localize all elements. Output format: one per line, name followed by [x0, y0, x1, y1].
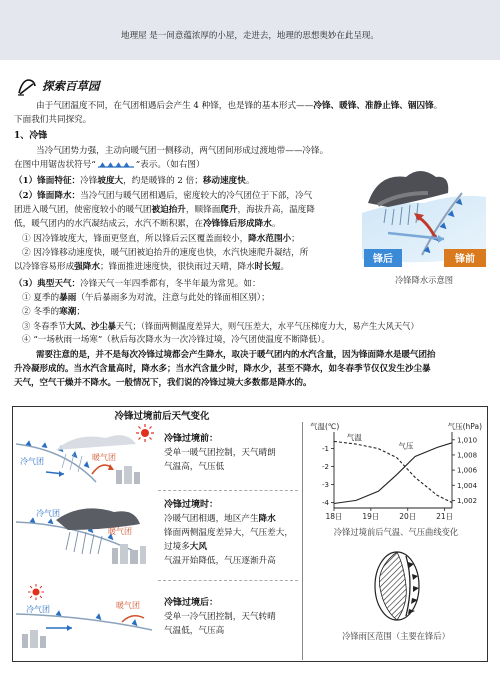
typical-weather: （3）典型天气：冷锋天气一年四季都有，冬半年最为常见。如：: [14, 279, 261, 289]
stage1-warm-label: 暖气团: [92, 453, 116, 462]
front-precip-1: （2）锋面降水：当冷气团与暖气团相遇后，密度较大的冷气团位于下部，冷气: [14, 191, 313, 201]
stage-divider-1: [158, 490, 298, 491]
y-right-tick-label: 1,008: [457, 451, 478, 460]
cold-front-symbol-icon: [96, 161, 136, 169]
box-title: 冷锋过境前后天气变化: [114, 411, 210, 422]
stage3-cold-label: 冷气团: [26, 605, 50, 614]
stage2-warm-label: 暖气团: [108, 527, 132, 536]
x-tick-label: 21日: [436, 512, 454, 521]
notebook-icon: [16, 77, 38, 97]
weather-4: ④ “一场秋雨一场寒”（秋后每次降水为一次冷锋过境，冷气团使温度不断降低）。: [22, 335, 331, 345]
y-right-tick-label: 1,004: [457, 481, 478, 490]
cold-front-diagram: [358, 163, 490, 271]
pressure-series-label: 气压: [398, 441, 414, 451]
y-right-tick-label: 1,010: [457, 436, 478, 445]
stage-before-text: 冷锋过境前： 受单一暖气团控制，天气晴朗 气温高，气压低: [164, 432, 298, 474]
note-line-1: 需要注意的是，并不是每次冷锋过境都会产生降水，取决于暖气团内的水汽含量，因为锋面降水是暖气团抬: [36, 350, 436, 360]
x-tick-label: 19日: [362, 512, 380, 521]
precip-point-2: ② 因冷锋移动速度快，暖气团被迫抬升的速度也快，水汽快速爬升凝结，所: [22, 248, 309, 258]
stage-before-title: 冷锋过境前：: [164, 434, 219, 444]
box-divider: [302, 422, 303, 660]
temperature-line: [334, 441, 452, 502]
y-left-tick-label: -1: [322, 445, 329, 454]
stage3-warm-label: 暖气团: [116, 601, 140, 610]
rain-area-diagram: [362, 548, 432, 624]
sun-icon: [136, 424, 154, 442]
note-line-3: 天气，空气干燥并不降水。一般情况下，我们说的冷锋过境大多数都是降水的。: [14, 378, 312, 388]
chart-caption: 冷锋过境前后气温、气压曲线变化: [333, 527, 459, 537]
temperature-series-label: 气温: [346, 433, 362, 443]
note-line-2: 升冷凝形成的。当水汽含量高时，降水多；当水汽含量少时，降水少，甚至不降水，如冬春季节仅仅发生沙尘暴: [14, 364, 431, 374]
x-tick-label: 18日: [325, 512, 343, 521]
intro-line-1: 由于气团温度不同，在气团相遇后会产生 4 种锋，也是锋的基本形式——冷锋、暖锋、准静止锋、锢囚锋。: [36, 101, 443, 111]
temp-pressure-chart: [306, 420, 486, 524]
front-precip-3: 低，暖气团内的水汽凝结成云，水汽不断积累，在冷锋锋后形成降水。: [14, 219, 281, 229]
y-left-tick-label: -3: [322, 481, 329, 490]
cold-front-desc-1: 当冷气团势力强，主动向暖气团一侧移动，两气团间形成过渡地带——冷锋。: [36, 146, 329, 156]
weather-1: ① 夏季的暴雨（午后暴雨多为对流，注意与此处的锋面相区别）；: [22, 293, 270, 303]
stage-during-picture: [16, 500, 156, 566]
front-precip-2: 团进入暖气团，使密度较小的暖气团被迫抬升，顺锋面爬升，海拔升高，温度降: [14, 205, 315, 215]
stage2-cold-label: 冷气团: [36, 509, 60, 518]
page-header: [0, 0, 500, 60]
precip-point-2b: 以冷锋容易形成强降水；锋面推进速度快，很快雨过天晴，降水时长短。: [14, 262, 290, 272]
weather-2: ② 冬季的寒潮；: [22, 307, 85, 317]
y-right-label: 气压(hPa): [447, 422, 482, 431]
front-feature: （1）锋面特征：冷锋坡度大，约是暖锋的 2 倍；移动速度快。: [14, 176, 255, 186]
header-slogan: 地理屋 是一间意蕴浓厚的小屋，走进去，地理的思想奥妙在此呈现。: [121, 31, 379, 41]
rain-caption: 冷锋雨区范围（主要在锋后）: [342, 631, 450, 641]
intro-line-2: 下面我们共同探究。: [14, 115, 92, 125]
section-title-text: 探索百草园: [42, 79, 100, 94]
front-front-label: 锋前: [455, 254, 475, 265]
cold-front-desc-2: 在图中用锯齿状符号“ ”表示。（如右图）: [14, 160, 205, 170]
y-left-tick-label: -2: [322, 463, 329, 472]
y-left-label: 气温(℃): [310, 422, 340, 431]
stage-after-text: 冷锋过境后： 受单一冷气团控制，天气转晴 气温低，气压高: [164, 596, 298, 638]
y-right-tick-label: 1,002: [457, 496, 478, 505]
stage1-cold-label: 冷气团: [20, 457, 44, 466]
x-tick-label: 20日: [399, 512, 417, 521]
stage-during-title: 冷锋过境时：: [164, 500, 219, 510]
stage-divider-2: [158, 580, 298, 581]
precip-point-1: ① 因冷锋坡度大，锋面更竖直，所以锋后云区覆盖面较小，降水范围小；: [22, 234, 300, 244]
stage-after-title: 冷锋过境后：: [164, 598, 219, 608]
front-back-label: 锋后: [373, 254, 393, 265]
weather-3: ③ 冬春季节大风、沙尘暴天气；（锋面两侧温度差异大，则气压差大，水平气压梯度力大，易产生大风天气）: [22, 321, 419, 331]
y-left-tick-label: -4: [322, 499, 329, 508]
sun-icon-after: [28, 584, 44, 600]
stage-during-text: 冷锋过境时： 冷暖气团相遇，地区产生降水 锋面两侧温度差异大，气压差大，过境多大风 气温开始降低，气压逐渐升高: [164, 498, 298, 568]
cold-front-caption: 冷锋降水示意图: [394, 275, 454, 285]
section-title: [16, 75, 100, 99]
cold-front-heading: 1、冷锋: [14, 131, 48, 141]
y-right-tick-label: 1,006: [457, 466, 478, 475]
pressure-line: [334, 443, 452, 504]
stage-before-picture: [16, 424, 156, 486]
